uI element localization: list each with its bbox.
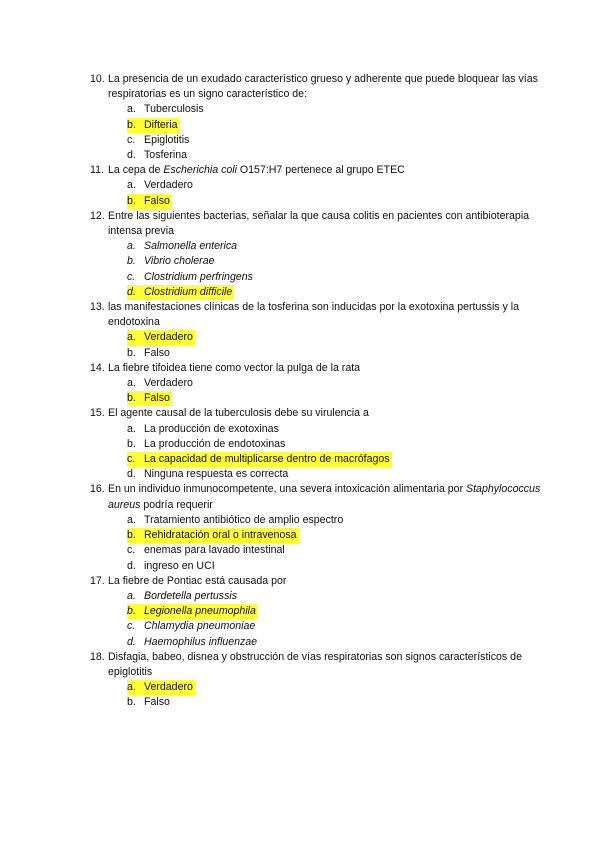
answer-option — [90, 589, 550, 604]
option-text: Clostridium perfringens — [144, 270, 253, 283]
option-letter: c. — [127, 544, 136, 557]
question-text-part: La cepa de — [108, 164, 164, 177]
option-letter: c. — [127, 270, 136, 283]
answer-option — [90, 178, 550, 193]
option-letter: a. — [127, 377, 136, 390]
option-text: Falso — [144, 391, 172, 406]
question-text-part: Entre las siguientes bacterias, señalar la que causa colitis en pacientes con antibioterapia intensa previa — [108, 209, 530, 238]
option-text: ingreso en UCI — [144, 559, 215, 572]
option-letter: b. — [127, 346, 136, 359]
option-text: La producción de endotoxinas — [144, 437, 286, 450]
question-text-part: La fiebre de Pontiac está causada por — [108, 574, 287, 587]
question-number: 17. — [90, 574, 105, 587]
answer-options — [90, 422, 550, 483]
question-text — [108, 300, 550, 330]
option-text: Tuberculosis — [144, 103, 204, 116]
answer-option — [90, 133, 550, 148]
question-text-part: las manifestaciones clínicas de la tosferina son inducidas por la exotoxina pertussis y la endotoxina — [108, 301, 520, 329]
answer-option-highlighted — [90, 118, 550, 133]
question-text — [108, 574, 550, 589]
answer-option-highlighted — [90, 391, 550, 406]
question-text — [108, 209, 550, 239]
answer-option — [90, 619, 550, 634]
question-text-part: Disfagia, babeo, disnea y obstrucción de vías respiratorias son signos característicos de epiglotitis — [108, 650, 522, 678]
question-number: 18. — [90, 650, 105, 663]
question-text — [108, 72, 550, 102]
answer-option — [90, 559, 550, 574]
answer-option-highlighted — [90, 528, 550, 543]
option-letter: a. — [127, 103, 136, 116]
answer-option — [90, 239, 550, 254]
answer-option — [90, 422, 550, 437]
question-text-part: La presencia de un exudado característico grueso y adherente que puede bloquear las vías respiratorias es un signo característico de: — [108, 73, 538, 101]
option-letter: a. — [127, 422, 136, 435]
option-letter: b. — [127, 696, 136, 709]
question-header — [90, 209, 550, 239]
option-letter: d. — [127, 635, 136, 648]
question-header — [90, 300, 550, 330]
answer-option — [90, 543, 550, 558]
answer-option-highlighted — [90, 452, 550, 467]
option-text: Bordetella pertussis — [144, 589, 238, 602]
question-number: 14. — [90, 361, 105, 374]
option-text: Tratamiento antibiótico de amplio espectro — [144, 513, 344, 526]
answer-options — [90, 680, 550, 710]
option-text: Falso — [144, 696, 170, 709]
answer-options — [90, 589, 550, 650]
answer-option — [90, 148, 550, 163]
option-text: La producción de exotoxinas — [144, 422, 279, 435]
option-letter: c. — [127, 133, 136, 146]
question-header — [90, 650, 550, 680]
question-item — [90, 300, 550, 361]
answer-option-highlighted — [90, 194, 550, 209]
question-item — [90, 482, 550, 573]
question-text-part: En un individuo inmunocompetente, una severa intoxicación alimentaria por — [108, 483, 467, 496]
answer-option-highlighted — [90, 330, 550, 345]
question-item — [90, 361, 550, 407]
option-text: Difteria — [144, 118, 180, 133]
question-text-part: O157:H7 pertenece al grupo ETEC — [236, 164, 405, 177]
question-header — [90, 574, 550, 589]
question-item — [90, 72, 550, 163]
question-header — [90, 482, 550, 512]
option-text: La capacidad de multiplicarse dentro de macrófagos — [144, 452, 392, 467]
option-letter: b. — [127, 604, 144, 619]
question-text — [108, 163, 550, 178]
question-header — [90, 361, 550, 376]
species-name: Staphylococcus aureus — [108, 483, 541, 511]
option-text: Verdadero — [144, 377, 193, 390]
option-letter: b. — [127, 255, 136, 268]
option-letter: d. — [127, 559, 136, 572]
question-text-part: El agente causal de la tuberculosis debe su virulencia a — [108, 407, 369, 420]
option-letter: a. — [127, 330, 144, 345]
option-letter: b. — [127, 391, 144, 406]
answer-option — [90, 467, 550, 482]
question-list — [90, 72, 550, 711]
answer-option — [90, 254, 550, 269]
answer-options — [90, 376, 550, 406]
answer-options — [90, 102, 550, 163]
question-header — [90, 163, 550, 178]
option-letter: d. — [127, 149, 136, 162]
option-text: Haemophilus influenzae — [144, 635, 258, 648]
answer-option-highlighted — [90, 285, 550, 300]
answer-option-highlighted — [90, 680, 550, 695]
question-text — [108, 482, 550, 512]
question-number: 12. — [90, 209, 105, 222]
question-item — [90, 574, 550, 650]
answer-option — [90, 346, 550, 361]
option-text: Rehidratación oral o intravenosa — [144, 528, 299, 543]
question-number: 13. — [90, 301, 105, 314]
species-name: Escherichia coli — [163, 164, 237, 177]
question-number: 16. — [90, 483, 105, 496]
option-text: Verdadero — [144, 680, 195, 695]
option-text: Falso — [144, 194, 172, 209]
option-letter: d. — [127, 285, 144, 300]
option-text: Tosferina — [144, 149, 187, 162]
option-text: Legionella pneumophila — [144, 604, 258, 619]
option-text: Ninguna respuesta es correcta — [144, 468, 289, 481]
option-letter: a. — [127, 240, 136, 253]
option-text: enemas para lavado intestinal — [144, 544, 285, 557]
option-letter: d. — [127, 468, 136, 481]
option-text: Salmonella enterica — [144, 240, 238, 253]
answer-options — [90, 330, 550, 360]
answer-options — [90, 513, 550, 574]
option-text: Chlamydia pneumoniae — [144, 620, 256, 633]
answer-option — [90, 376, 550, 391]
question-text — [108, 650, 550, 680]
question-text — [108, 361, 550, 376]
question-item — [90, 650, 550, 711]
question-item — [90, 163, 550, 209]
option-letter: c. — [127, 620, 136, 633]
option-letter: b. — [127, 118, 144, 133]
option-text: Clostridium difficile — [144, 285, 234, 300]
option-letter: a. — [127, 680, 144, 695]
question-text-part: podría requerir — [140, 498, 213, 511]
option-letter: a. — [127, 179, 136, 192]
option-text: Verdadero — [144, 330, 195, 345]
option-text: Vibrio cholerae — [144, 255, 215, 268]
question-header — [90, 406, 550, 421]
answer-option — [90, 270, 550, 285]
answer-option-highlighted — [90, 604, 550, 619]
answer-option — [90, 635, 550, 650]
question-number: 15. — [90, 407, 105, 420]
question-item — [90, 406, 550, 482]
question-text — [108, 406, 550, 421]
question-header — [90, 72, 550, 102]
answer-options — [90, 239, 550, 300]
question-item — [90, 209, 550, 300]
question-number: 11. — [90, 164, 104, 177]
option-letter: c. — [127, 452, 144, 467]
answer-option — [90, 513, 550, 528]
option-letter: b. — [127, 528, 144, 543]
option-text: Epiglotitis — [144, 133, 190, 146]
option-text: Verdadero — [144, 179, 193, 192]
option-letter: a. — [127, 589, 136, 602]
option-text: Falso — [144, 346, 170, 359]
answer-option — [90, 102, 550, 117]
answer-option — [90, 695, 550, 710]
option-letter: b. — [127, 194, 144, 209]
answer-option — [90, 437, 550, 452]
option-letter: a. — [127, 513, 136, 526]
option-letter: b. — [127, 437, 136, 450]
question-text-part: La fiebre tifoidea tiene como vector la pulga de la rata — [108, 361, 361, 374]
answer-options — [90, 178, 550, 208]
question-number: 10. — [90, 73, 105, 85]
